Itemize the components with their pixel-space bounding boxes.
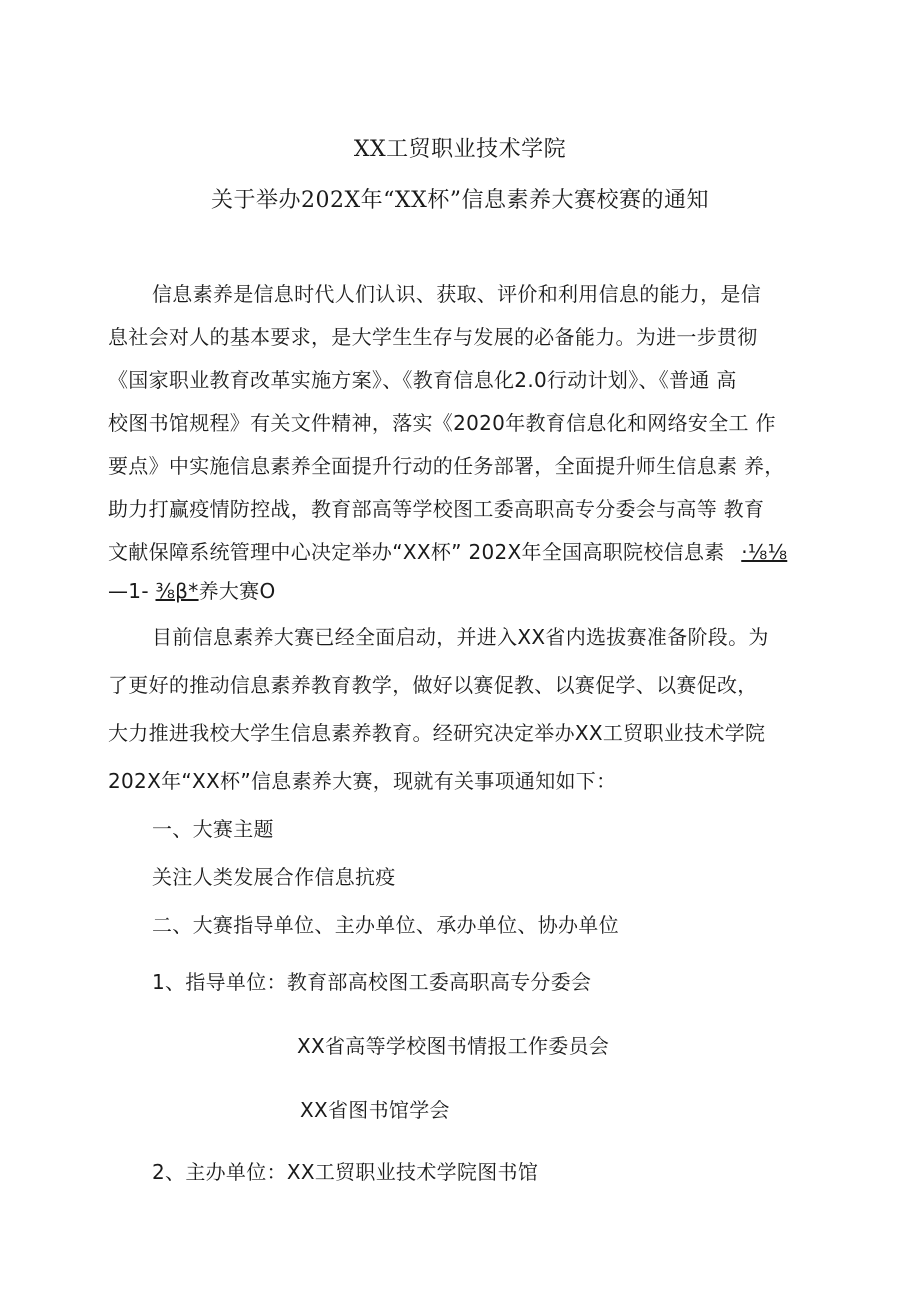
list-item: 1、指导单位：教育部高校图工委高职高专分委会 [152,970,592,994]
paragraph-line: 校图书馆规程》有关文件精神，落实《2020年教育信息化和网络安全工 作 [108,411,776,435]
paragraph-line: 目前信息素养大赛已经全面启动，并进入XX省内选拔赛准备阶段。为 [152,625,769,649]
paragraph-line [108,538,787,566]
paragraph-line: 信息素养是信息时代人们认识、获取、评价和利用信息的能力，是信 [152,282,761,306]
paragraph-line: 息社会对人的基本要求，是大学生生存与发展的必备能力。为进一步贯彻 [108,325,758,349]
list-item: 2、主办单位：XX工贸职业技术学院图书馆 [152,1160,539,1184]
paragraph-line: 了更好的推动信息素养教育教学，做好以赛促教、以赛促学、以赛促改， [108,673,758,697]
paragraph-line: 《国家职业教育改革实施方案》、《教育信息化2.0行动计划》、《普通 高 [108,368,737,392]
section-heading: 二、大赛指导单位、主办单位、承办单位、协办单位 [152,913,619,937]
section-heading: 一、大赛主题 [152,817,274,841]
document-title-school: XX工贸职业技术学院 [353,137,567,162]
paragraph-line-text: 文献保障系统管理中心决定举办“XX杯” 202X年全国高职院校信息素 [108,540,725,564]
paragraph-line-prefix: —1- [108,579,156,603]
paragraph-line [108,577,276,605]
paragraph-line: 要点》中实施信息素养全面提升行动的任务部署，全面提升师生信息素 养， [108,454,785,478]
paragraph-line: 助力打赢疫情防控战，教育部高等学校图工委高职高专分委会与高等 教育 [108,497,765,521]
section-text: 关注人类发展合作信息抗疫 [152,865,396,889]
garbled-text: ·⅛⅛ [741,540,788,564]
paragraph-line-suffix: 养大赛O [198,579,276,603]
paragraph-line: 202X年“XX杯”信息素养大赛，现就有关事项通知如下： [108,769,617,793]
list-item-continued: XX省图书馆学会 [300,1098,450,1122]
document-title-notice: 关于举办202X年“XX杯”信息素养大赛校赛的通知 [211,188,709,213]
paragraph-line: 大力推进我校大学生信息素养教育。经研究决定举办XX工贸职业技术学院 [108,721,766,745]
garbled-text: ⅜β* [155,579,199,603]
list-item-continued: XX省高等学校图书情报工作委员会 [297,1034,610,1058]
